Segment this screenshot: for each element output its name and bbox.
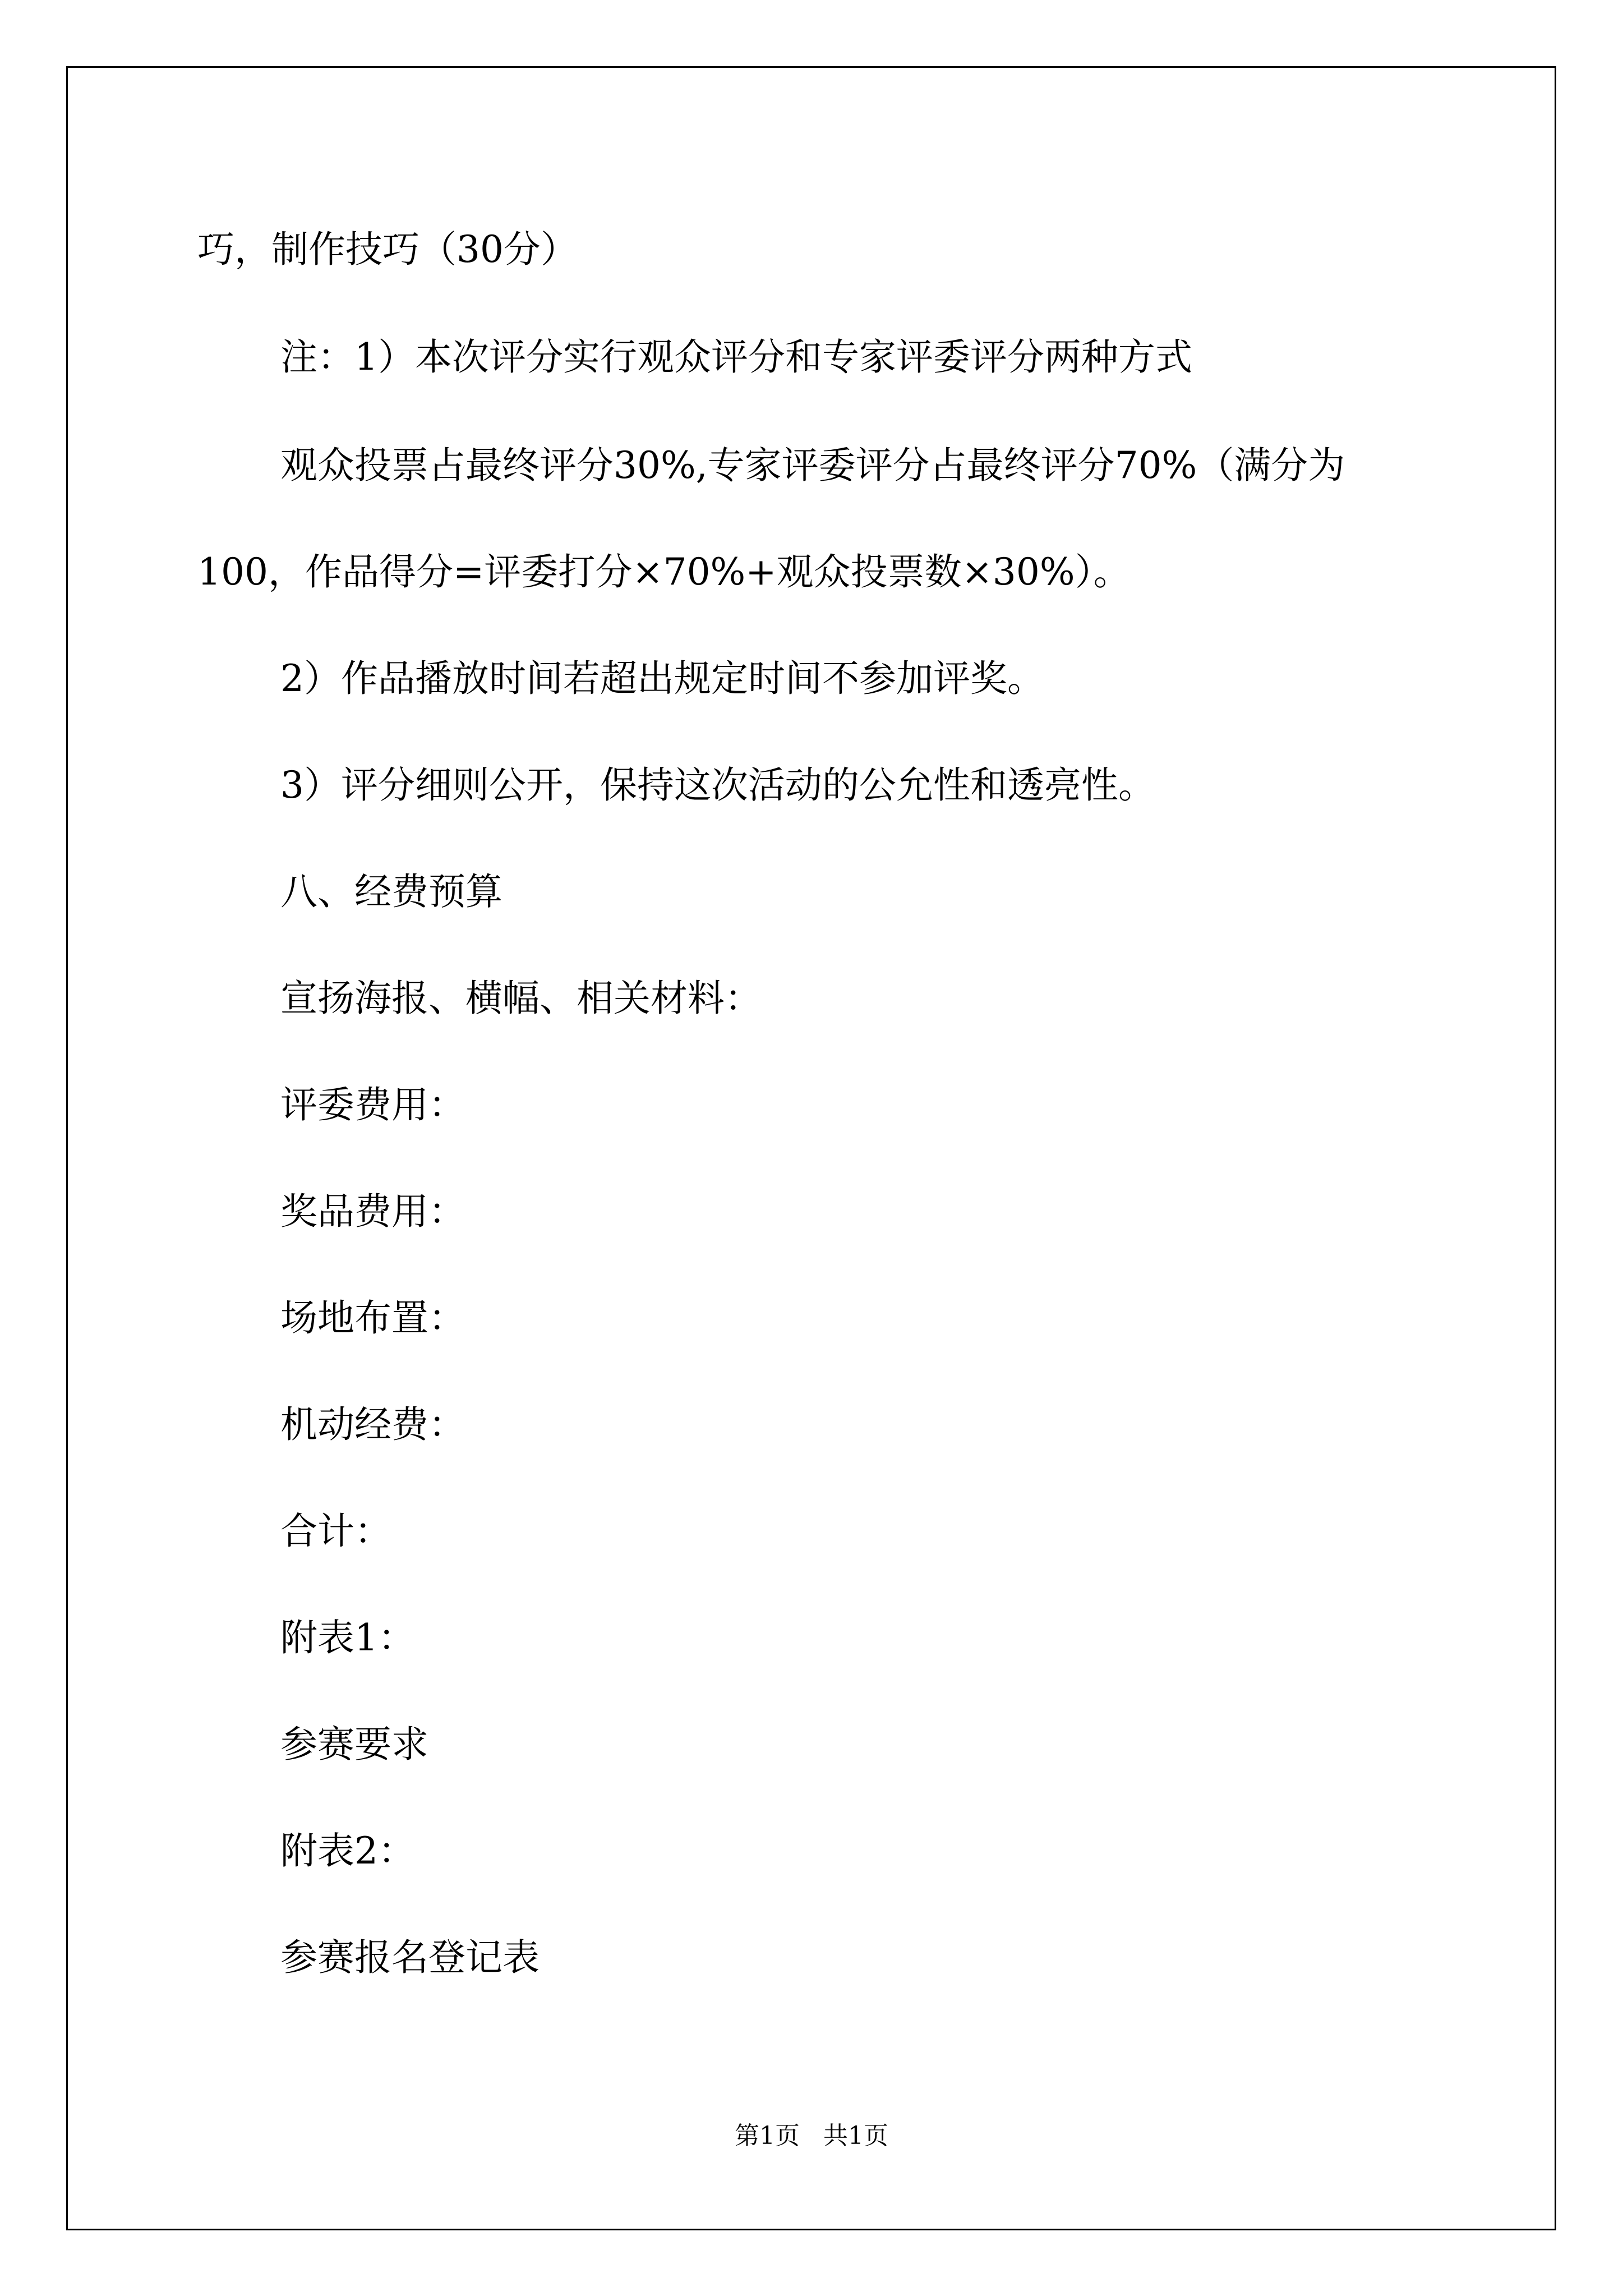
text-line: 100，作品得分=评委打分×70%+观众投票数×30%）。: [197, 550, 1131, 593]
text-line: 3）评分细则公开，保持这次活动的公允性和透亮性。: [280, 763, 1155, 807]
text-line: 评委费用：: [280, 1083, 465, 1126]
text-line: 机动经费：: [280, 1403, 465, 1446]
text-line: 场地布置：: [280, 1296, 465, 1340]
text-line: 参赛报名登记表: [280, 1936, 540, 1979]
text-line: 巧，制作技巧（30分）: [197, 228, 578, 271]
text-line: 2）作品播放时间若超出规定时间不参加评奖。: [280, 657, 1044, 700]
section-heading: 八、经费预算: [280, 870, 502, 913]
text-line: 观众投票占最终评分30%,专家评委评分占最终评分70%（满分为: [280, 444, 1345, 487]
page-number-footer: 第1页 共1页: [735, 2122, 888, 2150]
text-line: 附表2：: [280, 1829, 415, 1872]
text-line: 参赛要求: [280, 1723, 428, 1766]
text-line: 宣扬海报、横幅、相关材料：: [280, 977, 762, 1020]
text-line: 注：1）本次评分实行观众评分和专家评委评分两种方式: [280, 335, 1192, 379]
text-line: 合计：: [280, 1510, 391, 1553]
text-line: 附表1：: [280, 1616, 415, 1659]
text-line: 奖品费用：: [280, 1190, 465, 1233]
page-frame: [66, 66, 1556, 2230]
